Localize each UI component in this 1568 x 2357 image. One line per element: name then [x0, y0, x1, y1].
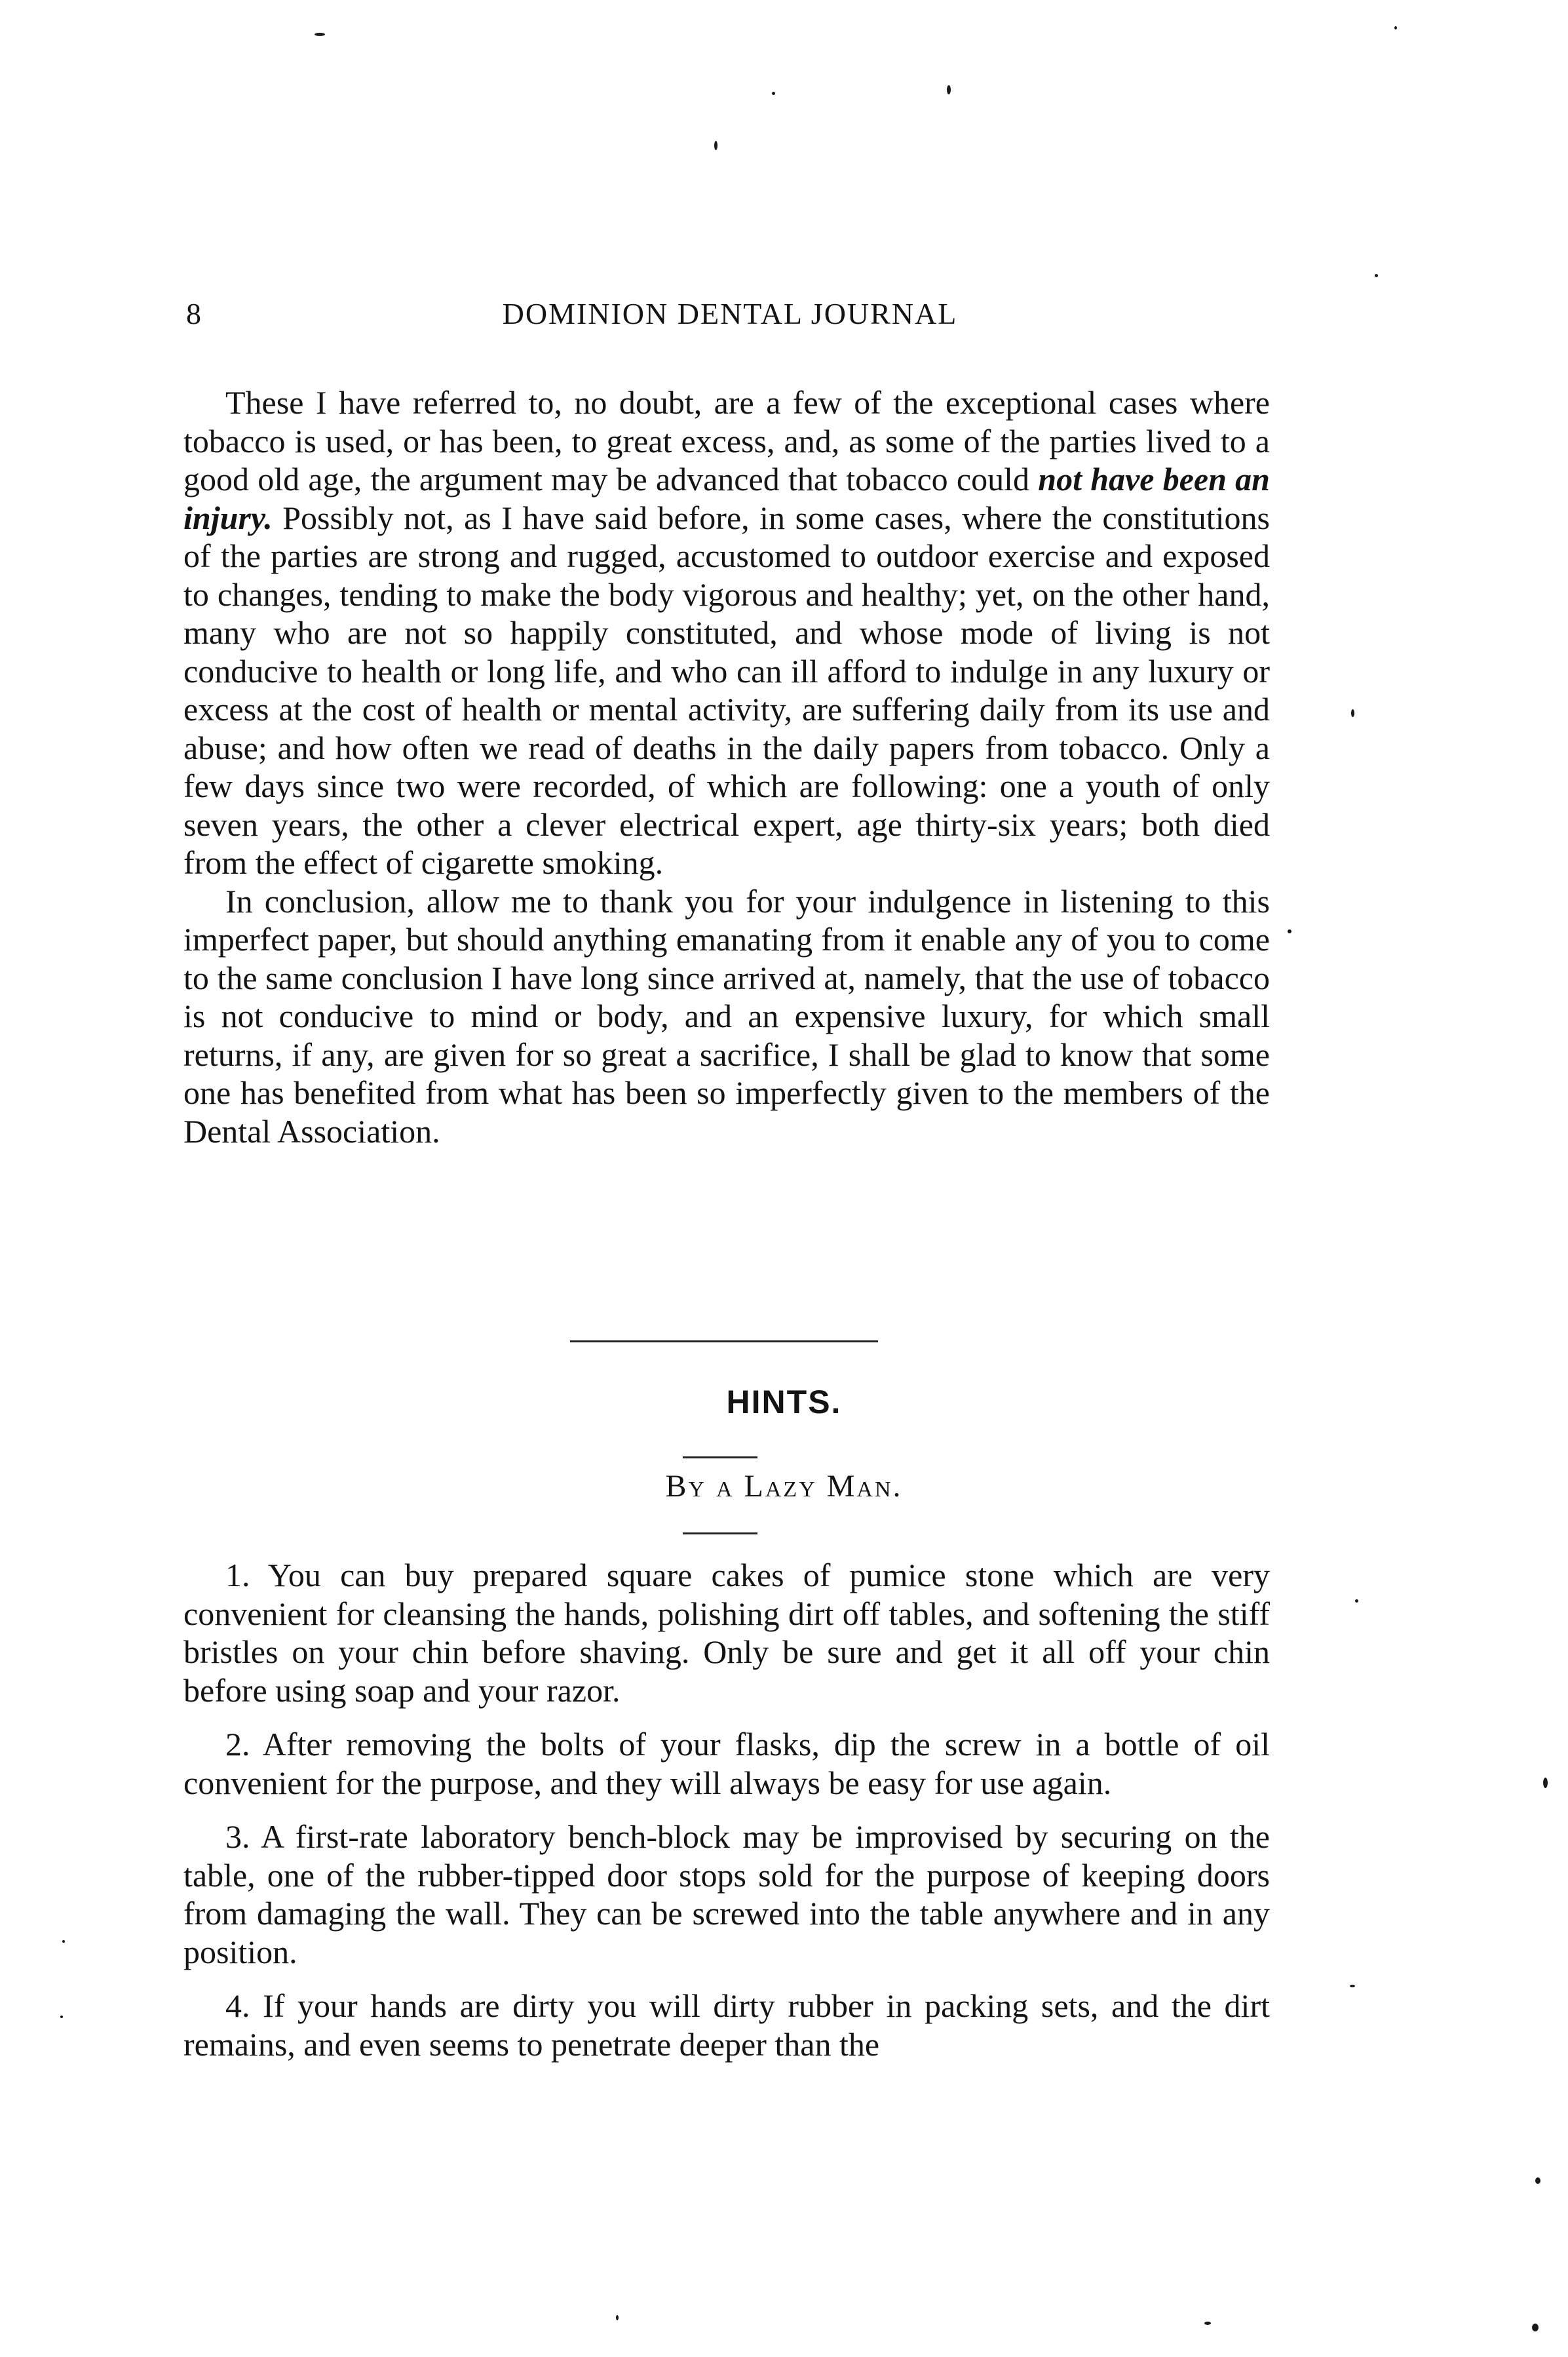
paragraph-text: These I have referred to, no doubt, are a few of the exceptional cases where tobacco is used, or has been, to great excess, and, as some of the parties lived to a good old age, the argument may be advanced that tobacco could — [183, 384, 1270, 497]
scan-speck — [62, 1940, 65, 1943]
scan-speck — [1351, 709, 1354, 717]
section-title: HINTS. — [726, 1384, 842, 1420]
scan-speck — [772, 92, 775, 95]
scan-speck — [714, 141, 717, 150]
section-divider — [570, 1340, 878, 1342]
hints-list — [183, 1556, 1270, 2079]
paragraph — [183, 383, 1270, 882]
scan-speck — [1394, 26, 1397, 29]
page-number: 8 — [186, 297, 202, 330]
byline: By a Lazy Man. — [665, 1469, 903, 1504]
title-rule — [683, 1456, 757, 1458]
scan-speck — [1375, 274, 1378, 277]
scan-speck — [1350, 1985, 1355, 1987]
hint-item: 2. After removing the bolts of your flasks, dip the screw in a bottle of oil convenient for the purpose, and they will always be easy for use again. — [183, 1726, 1270, 1801]
hint-item: 3. A first-rate laboratory bench-block may be improvised by securing on the table, one of the rubber-tipped door stops sold for the purpose of keeping doors from damaging the wall. They can be screwed into the table anywhere and in any position. — [183, 1818, 1270, 1970]
scan-speck — [60, 2016, 63, 2018]
hint-item: 1. You can buy prepared square cakes of pumice stone which are very convenient for cleansing the hands, polishing dirt off tables, and softening the stiff bristles on your chin before shaving. Only be sure and get it all off your chin before using soap and your razor. — [183, 1557, 1270, 1709]
scan-speck — [616, 2315, 619, 2320]
paragraph-text: Possibly not, as I have said before, in some cases, where the constitutions of the parties are strong and rugged, accustomed to outdoor exercise and exposed to changes, tending to make the body vigorous and healthy; yet, on the other hand, many who are not so happily constituted, and whose mode of living is not conducive to health or long life, and who can ill afford to indulge in any luxury or excess at the cost of health or mental activity, are suffering daily from its use and abuse; and how often we read of deaths in the daily papers from tobacco. Only a few days since two were recorded, of which are following: one a youth of only seven years, the other a clever electrical expert, age thirty-six years; both died from the effect of cigarette smoking. — [183, 499, 1270, 881]
paragraph: In conclusion, allow me to thank you for your indulgence in listening to this imperfect paper, but should anything emanating from it enable any of you to come to the same conclusion I have long since arrived at, namely, that the use of tobacco is not conducive to mind or body, and an expensive luxury, for which small returns, if any, are given for so great a sacrifice, I shall be glad to know that some one has benefited from what has been so imperfectly given to the members of the Dental Association. — [183, 882, 1270, 1150]
scan-speck — [1532, 2324, 1539, 2331]
scan-speck — [315, 33, 325, 36]
scan-speck — [947, 85, 951, 94]
journal-title: DOMINION DENTAL JOURNAL — [502, 297, 958, 330]
emphasized-text: not have been an injury. — [183, 461, 1270, 536]
scan-speck — [1288, 929, 1291, 933]
article-conclusion — [183, 383, 1270, 1150]
hint-item: 4. If your hands are dirty you will dirty rubber in packing sets, and the dirt remains, and even seems to penetrate deeper than the — [183, 1987, 1270, 2063]
running-header — [186, 296, 1274, 342]
scan-speck — [1355, 1599, 1358, 1603]
scan-speck — [1543, 1778, 1548, 1788]
scan-speck — [1204, 2322, 1211, 2325]
byline-rule — [683, 1532, 757, 1534]
scan-speck — [1535, 2177, 1540, 2184]
